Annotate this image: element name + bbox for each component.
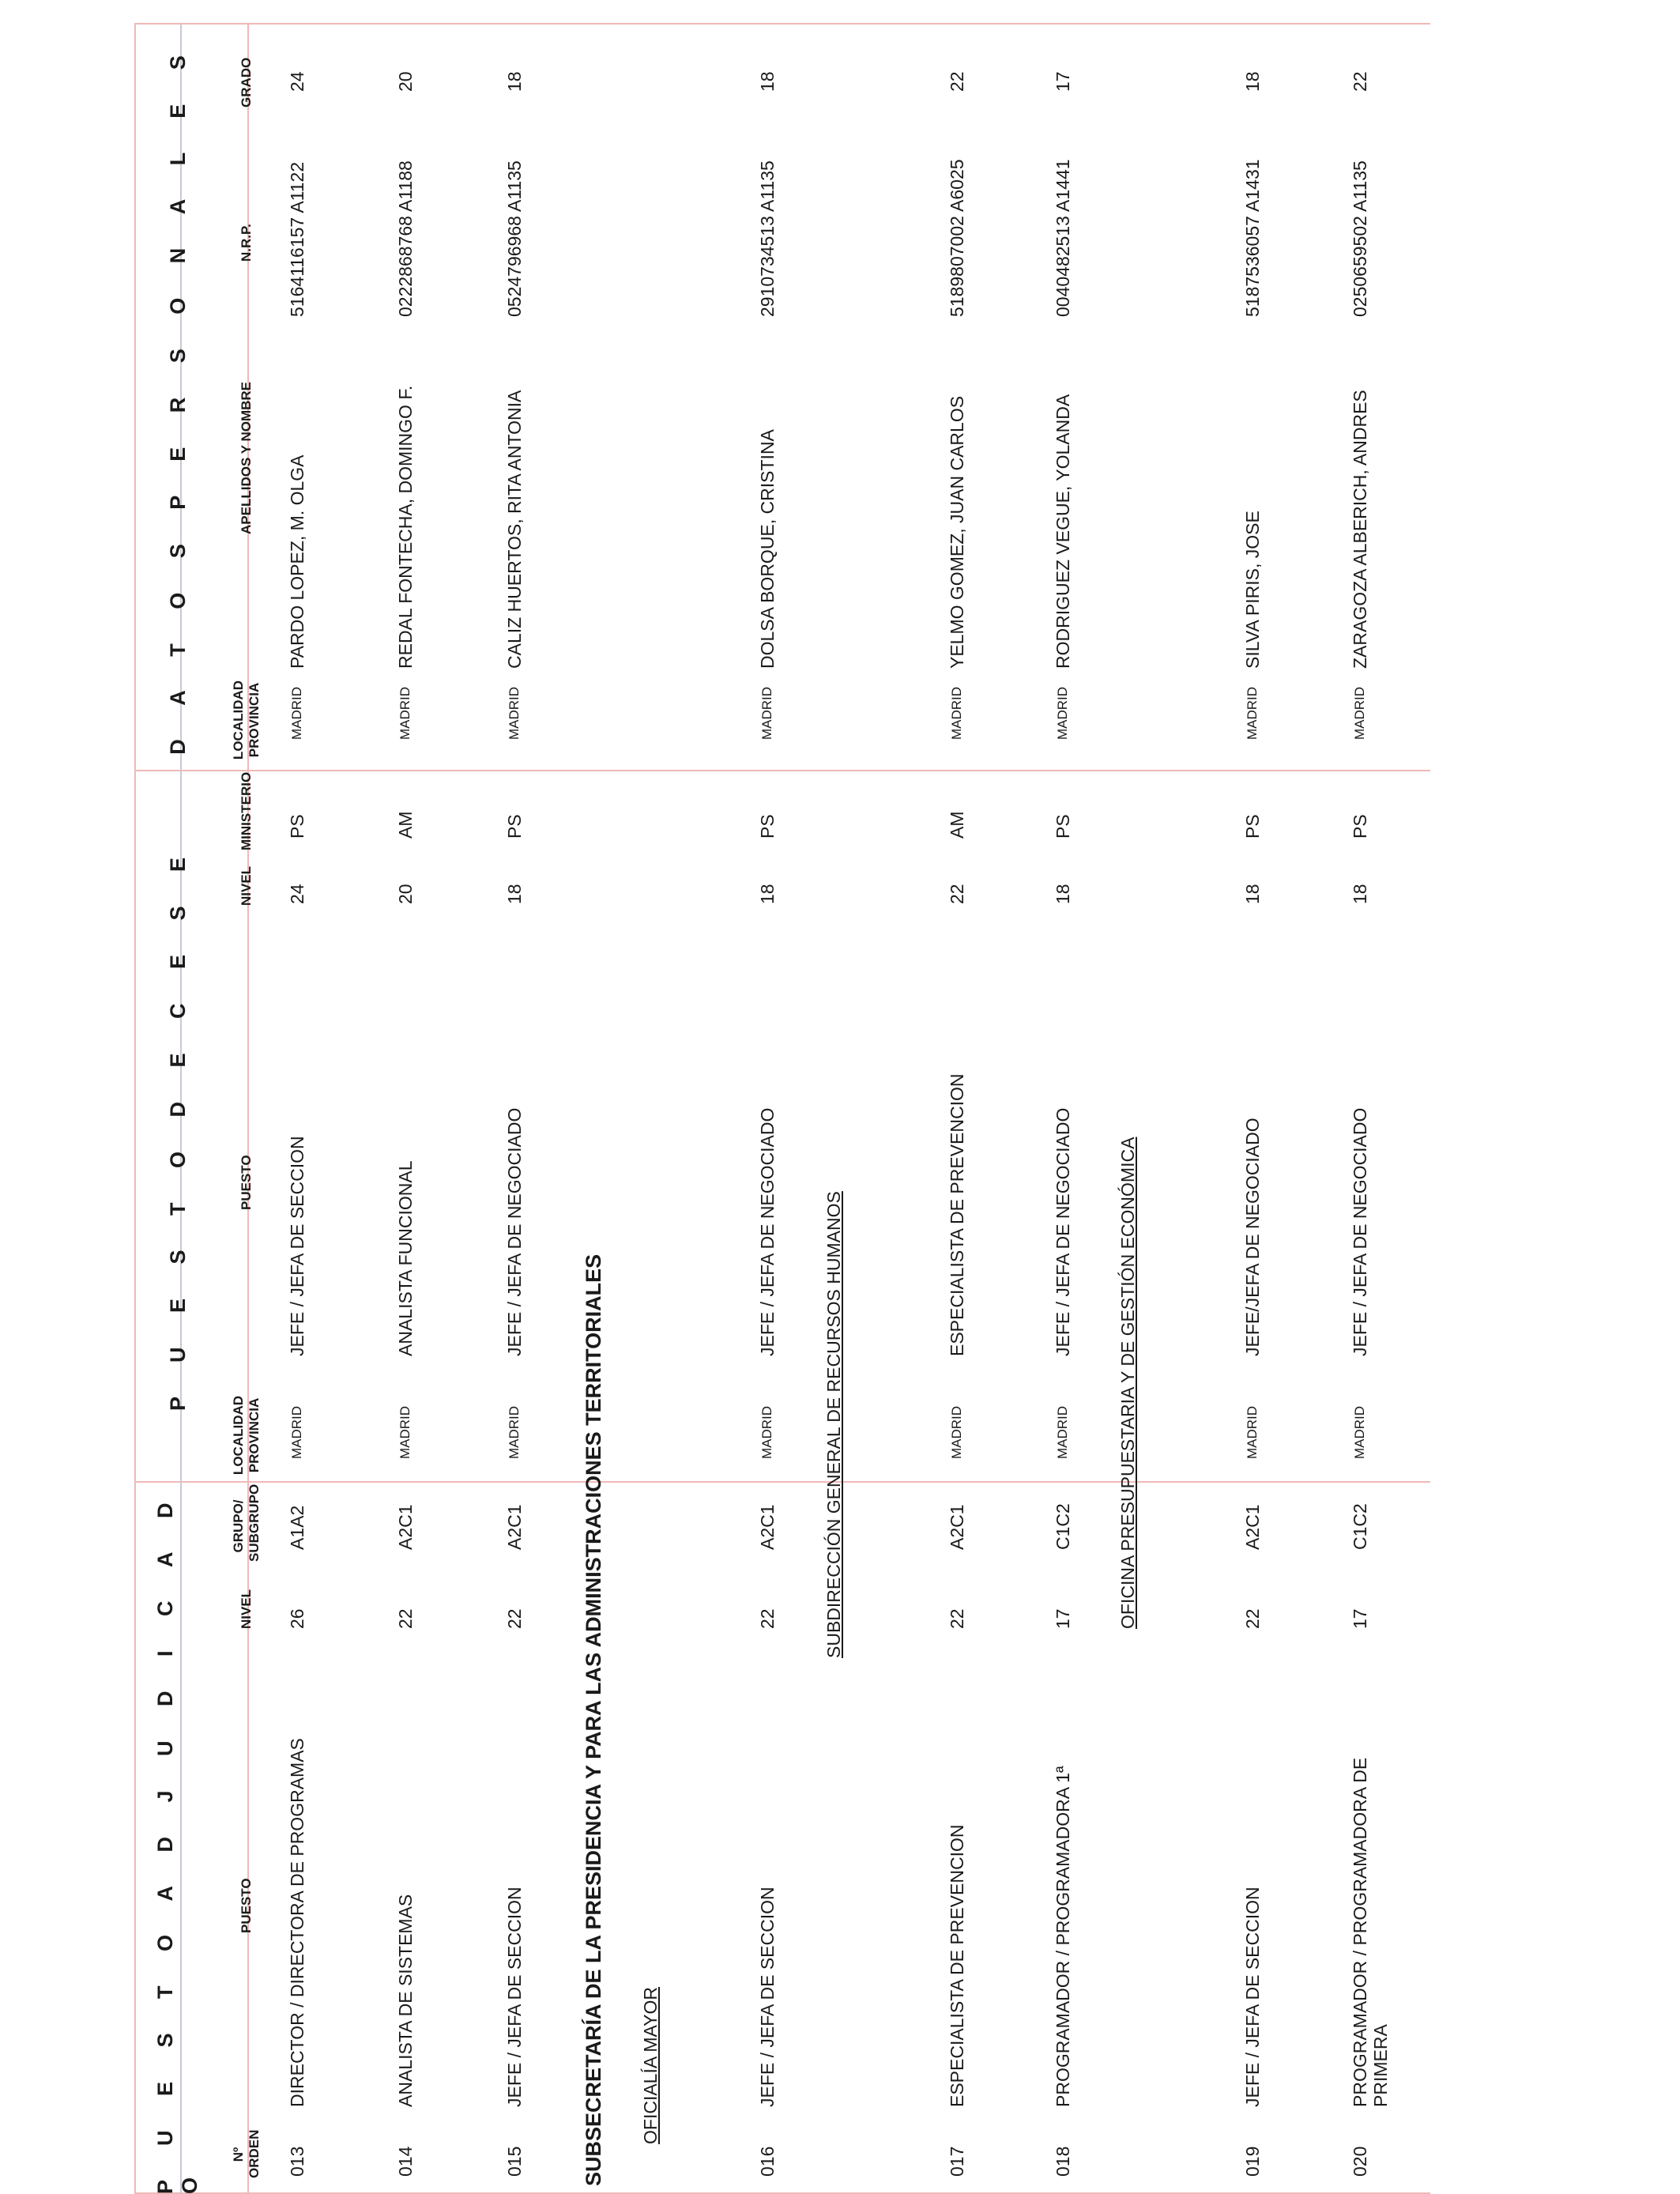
- cell-nrp: 5164116157 A1122: [287, 161, 307, 317]
- cell-nivel: 22: [504, 1608, 525, 1629]
- cell-cese-nivel: 18: [504, 884, 525, 904]
- cell-grado: 18: [1242, 71, 1263, 92]
- group-title-cese: P U E S T O D E C E S E: [165, 843, 190, 1412]
- col-header-puesto: PUESTO: [239, 1878, 254, 1933]
- col-header-localidad: [231, 1392, 262, 1479]
- rotated-table-page: [134, 13, 1430, 2194]
- cell-grupo: A2C1: [395, 1504, 416, 1550]
- cell-cese-nivel: 24: [287, 884, 307, 904]
- cell-localidad: MADRID: [507, 1405, 522, 1459]
- col-header-cese-localidad-line1: LOCALIDAD: [231, 680, 246, 760]
- cell-nombre: CALIZ HUERTOS, RITA ANTONIA: [504, 390, 525, 669]
- cell-grupo: A2C1: [1242, 1504, 1263, 1550]
- cell-grado: 22: [947, 71, 967, 92]
- frame-divider-cese-personales: [134, 770, 1430, 771]
- cell-nombre: RODRIGUEZ VEGUE, YOLANDA: [1053, 394, 1073, 669]
- cell-grupo: A2C1: [757, 1504, 778, 1550]
- cell-nivel: 22: [1242, 1608, 1263, 1629]
- col-header-nrp: N.R.P.: [239, 224, 254, 262]
- cell-grupo: A2C1: [504, 1504, 525, 1550]
- group-title-adjudicado: P U E S T O A D J U D I C A D O: [153, 1488, 202, 2194]
- cell-grupo: C1C2: [1053, 1503, 1073, 1550]
- cell-nivel: 22: [947, 1608, 967, 1629]
- col-header-cese-puesto: PUESTO: [239, 1155, 254, 1210]
- cell-puesto: JEFE / JEFA DE SECCION: [504, 1887, 525, 2107]
- cell-nombre: SILVA PIRIS, JOSE: [1242, 511, 1263, 669]
- cell-ministerio: AM: [395, 811, 416, 839]
- cell-cese-localidad: MADRID: [1055, 686, 1070, 740]
- col-header-grado: GRADO: [239, 57, 254, 107]
- cell-grado: 24: [287, 71, 307, 92]
- group-title-personales: D A T O S P E R S O N A L E S: [165, 41, 190, 755]
- col-header-cese-nivel: NIVEL: [239, 865, 254, 906]
- cell-cese-puesto: JEFE/JEFA DE NEGOCIADO: [1242, 1118, 1263, 1356]
- cell-nivel: 26: [287, 1608, 307, 1629]
- col-header-grupo-line1: GRUPO/: [231, 1499, 246, 1553]
- cell-cese-puesto: JEFE / JEFA DE NEGOCIADO: [757, 1107, 778, 1356]
- col-header-grupo-line2: SUBGRUPO: [247, 1483, 262, 1562]
- cell-cese-nivel: 18: [1350, 884, 1370, 904]
- cell-grado: 20: [395, 71, 416, 92]
- cell-nivel: 22: [395, 1608, 416, 1629]
- cell-cese-localidad: MADRID: [949, 686, 964, 740]
- cell-localidad: MADRID: [1245, 1405, 1260, 1459]
- cell-orden: 018: [1053, 2146, 1073, 2177]
- cell-orden: 014: [395, 2146, 416, 2177]
- cell-nivel: 17: [1350, 1608, 1370, 1629]
- cell-localidad: MADRID: [289, 1405, 304, 1459]
- cell-orden: 017: [947, 2146, 967, 2177]
- cell-ministerio: PS: [1053, 814, 1073, 839]
- cell-nombre: YELMO GOMEZ, JUAN CARLOS: [947, 395, 967, 669]
- col-header-orden: [231, 2131, 262, 2178]
- cell-nrp: 0040482513 A1441: [1053, 159, 1073, 317]
- cell-cese-puesto: JEFE / JEFA DE NEGOCIADO: [504, 1107, 525, 1356]
- cell-cese-puesto: ESPECIALISTA DE PREVENCION: [947, 1073, 967, 1356]
- cell-localidad: MADRID: [759, 1405, 774, 1459]
- cell-puesto: PROGRAMADOR / PROGRAMADORA DE PRIMERA: [1350, 1757, 1391, 2107]
- cell-grupo: A1A2: [287, 1505, 307, 1550]
- cell-puesto: JEFE / JEFA DE SECCION: [1242, 1887, 1263, 2107]
- cell-nombre: ZARAGOZA ALBERICH, ANDRES: [1350, 390, 1370, 669]
- cell-nrp: 0222868768 A1188: [395, 160, 416, 317]
- cell-cese-localidad: MADRID: [397, 686, 412, 740]
- cell-cese-localidad: MADRID: [1352, 686, 1367, 740]
- cell-cese-puesto: JEFE / JEFA DE NEGOCIADO: [1053, 1107, 1073, 1356]
- cell-puesto: PROGRAMADOR / PROGRAMADORA 1ª: [1053, 1766, 1073, 2107]
- cell-nrp: 0250659502 A1135: [1350, 160, 1370, 317]
- cell-localidad: MADRID: [1352, 1405, 1367, 1459]
- cell-cese-localidad: MADRID: [289, 686, 304, 740]
- cell-nombre: PARDO LOPEZ, M. OLGA: [287, 454, 307, 669]
- cell-orden: 013: [287, 2146, 307, 2177]
- cell-cese-localidad: MADRID: [1245, 686, 1260, 740]
- col-header-ministerio: MINISTERIO: [239, 771, 254, 850]
- cell-puesto: JEFE / JEFA DE SECCION: [757, 1887, 778, 2107]
- cell-cese-nivel: 18: [757, 884, 778, 904]
- cell-orden: 015: [504, 2146, 525, 2177]
- cell-orden: 019: [1242, 2146, 1263, 2177]
- col-header-cese-localidad: [231, 677, 262, 763]
- section-rrhh: SUBDIRECCIÓN GENERAL DE RECURSOS HUMANOS: [823, 1191, 844, 1658]
- col-header-apellidos: APELLIDOS Y NOMBRE: [239, 381, 254, 534]
- cell-puesto: DIRECTOR / DIRECTORA DE PROGRAMAS: [287, 1738, 307, 2107]
- cell-cese-nivel: 22: [947, 884, 967, 904]
- cell-cese-puesto: ANALISTA FUNCIONAL: [395, 1160, 416, 1356]
- col-header-localidad-line2: PROVINCIA: [247, 1397, 262, 1473]
- cell-grado: 18: [504, 71, 525, 92]
- cell-nivel: 17: [1053, 1608, 1073, 1629]
- cell-nombre: DOLSA BORQUE, CRISTINA: [757, 429, 778, 669]
- cell-cese-nivel: 20: [395, 884, 416, 904]
- cell-nrp: 2910734513 A1135: [757, 160, 778, 317]
- cell-nrp: 0524796968 A1135: [504, 160, 525, 317]
- cell-orden: 020: [1350, 2146, 1370, 2177]
- cell-nrp: 5187536057 A1431: [1242, 159, 1263, 317]
- section-oficialia-mayor: OFICIALÍA MAYOR: [640, 1987, 661, 2144]
- cell-puesto: ESPECIALISTA DE PREVENCION: [947, 1824, 967, 2107]
- section-subsecretaria: SUBSECRETARÍA DE LA PRESIDENCIA Y PARA LAS ADMINISTRACIONES TERRITORIALES: [582, 1253, 605, 2186]
- col-header-grupo: [231, 1483, 262, 1562]
- frame-right: [134, 23, 1430, 25]
- cell-ministerio: PS: [504, 814, 525, 839]
- cell-grado: 17: [1053, 71, 1073, 92]
- col-header-nivel: NIVEL: [239, 1589, 254, 1629]
- cell-nivel: 22: [757, 1608, 778, 1629]
- cell-cese-nivel: 18: [1053, 884, 1073, 904]
- cell-nombre: REDAL FONTECHA, DOMINGO F.: [395, 385, 416, 669]
- cell-ministerio: PS: [757, 814, 778, 839]
- cell-ministerio: PS: [1350, 814, 1370, 839]
- cell-cese-localidad: MADRID: [507, 686, 522, 740]
- cell-grupo: A2C1: [947, 1504, 967, 1550]
- header-bottom-rule: [247, 24, 249, 2194]
- section-oficina-presupuestaria: OFICINA PRESUPUESTARIA Y DE GESTIÓN ECONÓMICA: [1117, 1137, 1138, 1629]
- col-header-cese-localidad-line2: PROVINCIA: [247, 682, 262, 758]
- cell-ministerio: PS: [287, 814, 307, 839]
- col-header-orden-line1: Nº: [231, 2147, 246, 2162]
- cell-ministerio: PS: [1242, 814, 1263, 839]
- cell-localidad: MADRID: [397, 1405, 412, 1459]
- cell-cese-localidad: MADRID: [759, 686, 774, 740]
- col-header-orden-line2: ORDEN: [247, 2129, 262, 2178]
- cell-grupo: C1C2: [1350, 1503, 1370, 1550]
- cell-nrp: 5189807002 A6025: [947, 159, 967, 317]
- cell-grado: 18: [757, 71, 778, 92]
- cell-cese-puesto: JEFE / JEFA DE SECCION: [287, 1136, 307, 1356]
- cell-orden: 016: [757, 2146, 778, 2177]
- cell-localidad: MADRID: [1055, 1405, 1070, 1459]
- cell-grado: 22: [1350, 71, 1370, 92]
- cell-cese-nivel: 18: [1242, 884, 1263, 904]
- cell-localidad: MADRID: [949, 1405, 964, 1459]
- cell-ministerio: AM: [947, 811, 967, 839]
- frame-divider-adjudicado-cese: [134, 1481, 1430, 1483]
- cell-puesto: ANALISTA DE SISTEMAS: [395, 1894, 416, 2107]
- col-header-localidad-line1: LOCALIDAD: [231, 1395, 246, 1476]
- cell-cese-puesto: JEFE / JEFA DE NEGOCIADO: [1350, 1107, 1370, 1356]
